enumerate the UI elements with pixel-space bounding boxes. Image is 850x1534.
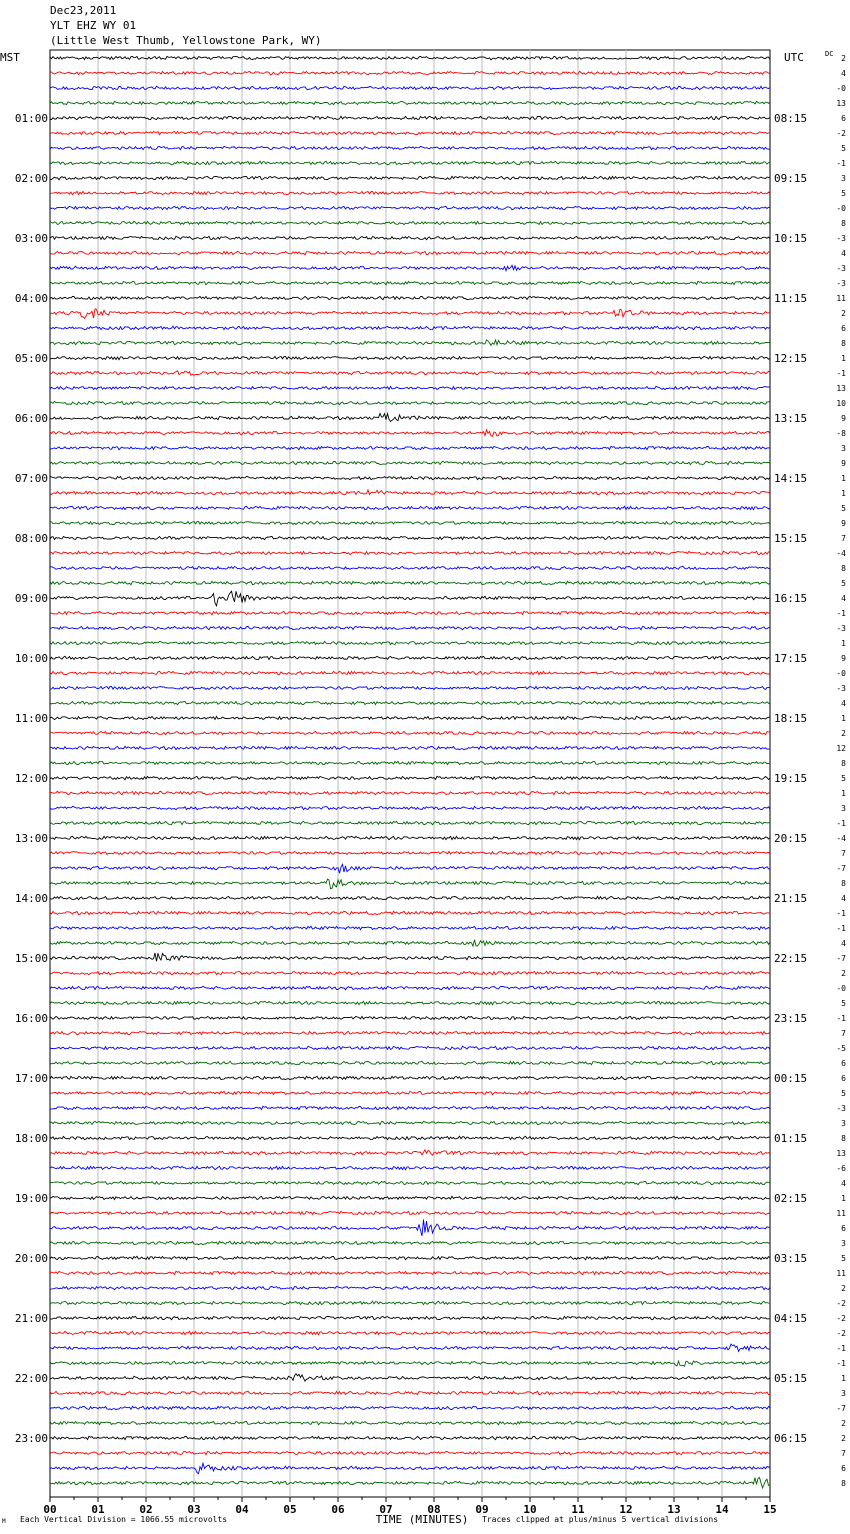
dc-offset-label: -1 <box>836 609 846 618</box>
dc-offset-label: 2 <box>841 1284 846 1293</box>
dc-offset-label: -1 <box>836 1359 846 1368</box>
dc-offset-label: -0 <box>836 984 846 993</box>
dc-offset-label: 3 <box>841 1239 846 1248</box>
dc-offset-label: 3 <box>841 444 846 453</box>
right-hour-label: 18:15 <box>774 712 808 725</box>
seismic-trace <box>50 591 770 606</box>
seismic-trace <box>50 71 770 74</box>
right-hour-label: 20:15 <box>774 832 808 845</box>
right-hour-label: 21:15 <box>774 892 808 905</box>
seismic-trace <box>50 971 770 975</box>
dc-offset-label: 7 <box>841 534 846 543</box>
seismic-trace <box>50 1271 770 1274</box>
dc-offset-label: 6 <box>841 1464 846 1473</box>
dc-offset-label: -8 <box>836 429 846 438</box>
x-tick-label: 10 <box>523 1503 537 1516</box>
left-hour-label: 01:00 <box>14 112 48 125</box>
dc-offset-label: 13 <box>836 384 846 393</box>
dc-offset-label: 10 <box>836 399 846 408</box>
right-hour-label: 13:15 <box>774 412 808 425</box>
dc-offset-label: 6 <box>841 1074 846 1083</box>
seismic-trace <box>50 236 770 239</box>
seismic-trace <box>50 1046 770 1050</box>
x-tick-label: 14 <box>715 1503 729 1516</box>
right-hour-label: 23:15 <box>774 1012 808 1025</box>
seismic-trace <box>50 1421 770 1425</box>
seismic-trace <box>50 506 770 509</box>
left-hour-label: 14:00 <box>14 892 48 905</box>
dc-offset-label: 6 <box>841 324 846 333</box>
seismic-trace <box>50 836 770 839</box>
seismic-trace <box>50 879 770 889</box>
dc-offset-label: -3 <box>836 624 846 633</box>
dc-offset-label: 3 <box>841 1389 846 1398</box>
seismic-trace <box>50 1106 770 1109</box>
x-axis-label: TIME (MINUTES) <box>375 1513 469 1526</box>
seismic-trace <box>50 566 770 569</box>
dc-offset-label: 3 <box>841 174 846 183</box>
scale-note: Each Vertical Division = 1066.55 microvolts <box>20 1515 228 1524</box>
seismic-trace <box>50 1391 770 1394</box>
right-hour-label: 04:15 <box>774 1312 808 1325</box>
seismic-trace <box>50 326 770 330</box>
seismic-trace <box>50 86 770 89</box>
x-tick-label: 02 <box>139 1503 153 1516</box>
seismic-trace <box>50 1076 770 1079</box>
seismic-trace <box>50 864 770 873</box>
dc-offset-label: 5 <box>841 189 846 198</box>
dc-offset-label: 2 <box>841 969 846 978</box>
dc-offset-label: -1 <box>836 819 846 828</box>
seismic-trace <box>50 281 770 285</box>
right-hour-label: 06:15 <box>774 1432 808 1445</box>
left-hour-label: 08:00 <box>14 532 48 545</box>
seismic-trace <box>50 896 770 899</box>
seismic-trace <box>50 581 770 584</box>
seismic-trace <box>50 461 770 464</box>
dc-offset-label: 2 <box>841 309 846 318</box>
right-hour-label: 12:15 <box>774 352 808 365</box>
dc-offset-label: 8 <box>841 1479 846 1488</box>
dc-offset-label: 12 <box>836 744 846 753</box>
seismic-trace <box>50 309 770 319</box>
dc-offset-label: 4 <box>841 249 846 258</box>
seismic-trace <box>50 1361 770 1366</box>
seismic-trace <box>50 265 770 271</box>
seismic-trace <box>50 296 770 299</box>
dc-offset-label: 7 <box>841 849 846 858</box>
dc-offset-label: 13 <box>836 1149 846 1158</box>
left-hour-label: 02:00 <box>14 172 48 185</box>
seismic-trace <box>50 626 770 629</box>
dc-offset-label: 9 <box>841 459 846 468</box>
dc-offset-label: 13 <box>836 99 846 108</box>
dc-offset-label: 1 <box>841 714 846 723</box>
x-tick-label: 08 <box>427 1503 441 1516</box>
x-tick-label: 12 <box>619 1503 633 1516</box>
left-hour-label: 05:00 <box>14 352 48 365</box>
dc-offset-label: 1 <box>841 789 846 798</box>
dc-offset-label: -2 <box>836 1329 846 1338</box>
dc-offset-label: -3 <box>836 264 846 273</box>
dc-offset-label: 4 <box>841 594 846 603</box>
left-hour-label: 11:00 <box>14 712 48 725</box>
dc-offset-label: 9 <box>841 654 846 663</box>
seismic-trace <box>50 1196 770 1199</box>
seismic-trace <box>50 386 770 389</box>
dc-offset-label: 1 <box>841 489 846 498</box>
seismic-trace <box>50 1061 770 1064</box>
left-hour-label: 18:00 <box>14 1132 48 1145</box>
dc-offset-label: 1 <box>841 1374 846 1383</box>
seismic-trace <box>50 731 770 734</box>
x-tick-label: 04 <box>235 1503 249 1516</box>
dc-offset-label: 5 <box>841 579 846 588</box>
dc-offset-label: -2 <box>836 129 846 138</box>
left-hour-label: 10:00 <box>14 652 48 665</box>
x-tick-label: 09 <box>475 1503 489 1516</box>
dc-offset-label: 8 <box>841 1134 846 1143</box>
dc-offset-label: -6 <box>836 1164 846 1173</box>
seismic-trace <box>50 656 770 660</box>
left-hour-label: 13:00 <box>14 832 48 845</box>
seismic-trace <box>50 176 770 179</box>
left-hour-label: 21:00 <box>14 1312 48 1325</box>
dc-offset-label: -0 <box>836 204 846 213</box>
seismic-trace <box>50 611 770 615</box>
right-hour-label: 15:15 <box>774 532 808 545</box>
seismic-trace <box>50 1220 770 1236</box>
dc-offset-label: 1 <box>841 354 846 363</box>
x-tick-label: 06 <box>331 1503 345 1516</box>
left-hour-label: 09:00 <box>14 592 48 605</box>
seismic-trace <box>50 1181 770 1184</box>
dc-offset-label: 6 <box>841 114 846 123</box>
seismic-trace <box>50 551 770 554</box>
dc-offset-label: 5 <box>841 999 846 1008</box>
header-station: YLT EHZ WY 01 <box>50 19 137 32</box>
dc-offset-label: 3 <box>841 1119 846 1128</box>
dc-offset-label: -1 <box>836 909 846 918</box>
seismic-trace <box>50 221 770 224</box>
seismic-trace <box>50 191 770 194</box>
seismic-trace <box>50 911 770 914</box>
dc-offset-label: 2 <box>841 1434 846 1443</box>
header-location: (Little West Thumb, Yellowstone Park, WY) <box>50 34 322 47</box>
x-tick-label: 07 <box>379 1503 393 1516</box>
right-hour-label: 00:15 <box>774 1072 808 1085</box>
seismic-trace <box>50 940 770 946</box>
dc-offset-label: 4 <box>841 894 846 903</box>
seismic-trace <box>50 401 770 404</box>
right-hour-label: 01:15 <box>774 1132 808 1145</box>
left-hour-label: 06:00 <box>14 412 48 425</box>
seismic-trace <box>50 851 770 854</box>
seismic-trace <box>50 490 770 495</box>
grid-layer <box>50 50 770 1502</box>
right-hour-label: 08:15 <box>774 112 808 125</box>
seismic-trace <box>50 116 770 119</box>
dc-offset-label: -1 <box>836 369 846 378</box>
seismic-trace <box>50 146 770 149</box>
seismic-trace <box>50 206 770 209</box>
dc-offset-label: 2 <box>841 54 846 63</box>
seismic-trace <box>50 791 770 794</box>
seismic-trace <box>50 701 770 704</box>
x-tick-label: 01 <box>91 1503 105 1516</box>
dc-offset-label: 8 <box>841 759 846 768</box>
seismic-trace <box>50 1136 770 1140</box>
seismic-trace <box>50 131 770 134</box>
right-hour-label: 14:15 <box>774 472 808 485</box>
dc-offset-label: 6 <box>841 1224 846 1233</box>
left-hour-label: 15:00 <box>14 952 48 965</box>
seismic-trace <box>50 746 770 749</box>
seismic-trace <box>50 56 770 60</box>
x-tick-label: 13 <box>667 1503 681 1516</box>
left-hour-label: 07:00 <box>14 472 48 485</box>
seismic-trace <box>50 340 770 345</box>
right-hour-label: 19:15 <box>774 772 808 785</box>
dc-offset-label: -3 <box>836 234 846 243</box>
seismic-trace <box>50 776 770 780</box>
seismic-trace <box>50 1001 770 1004</box>
dc-offset-label: -0 <box>836 669 846 678</box>
seismic-trace <box>50 430 770 437</box>
right-hour-label: 09:15 <box>774 172 808 185</box>
dc-offset-label: -7 <box>836 1404 846 1413</box>
dc-offset-label: 5 <box>841 1089 846 1098</box>
dc-offset-label: 4 <box>841 1179 846 1188</box>
seismic-trace <box>50 686 770 689</box>
dc-offset-label: 7 <box>841 1029 846 1038</box>
seismic-trace <box>50 1451 770 1454</box>
seismic-trace <box>50 716 770 719</box>
left-hour-label: 12:00 <box>14 772 48 785</box>
dc-offset-label: -2 <box>836 1299 846 1308</box>
dc-offset-label: 5 <box>841 504 846 513</box>
dc-offset-label: 8 <box>841 564 846 573</box>
dc-offset-label: 4 <box>841 699 846 708</box>
seismic-trace <box>50 1286 770 1289</box>
seismic-trace <box>50 371 770 376</box>
seismic-trace <box>50 101 770 104</box>
dc-offset-label: 4 <box>841 939 846 948</box>
seismic-trace <box>50 1031 770 1034</box>
seismic-trace <box>50 356 770 359</box>
seismic-trace <box>50 1331 770 1334</box>
left-hour-label: 20:00 <box>14 1252 48 1265</box>
header-date: Dec23,2011 <box>50 4 117 17</box>
dc-offset-label: -3 <box>836 1104 846 1113</box>
right-hour-label: 02:15 <box>774 1192 808 1205</box>
left-timezone-label: MST <box>0 51 20 64</box>
seismic-trace <box>50 806 770 810</box>
left-hour-label: 22:00 <box>14 1372 48 1385</box>
dc-offset-label: 1 <box>841 474 846 483</box>
dc-offset-label: -0 <box>836 84 846 93</box>
dc-offset-label: -2 <box>836 1314 846 1323</box>
x-tick-label: 03 <box>187 1503 201 1516</box>
dc-offset-label: -7 <box>836 864 846 873</box>
seismic-trace <box>50 476 770 479</box>
seismic-trace <box>50 1121 770 1124</box>
clip-note: Traces clipped at plus/minus 5 vertical divisions <box>482 1515 719 1524</box>
seismic-trace <box>50 1406 770 1409</box>
seismic-trace <box>50 1256 770 1260</box>
seismic-trace <box>50 521 770 524</box>
seismic-trace <box>50 1091 770 1095</box>
right-hour-label: 05:15 <box>774 1372 808 1385</box>
dc-offset-label: 1 <box>841 639 846 648</box>
dc-offset-label: 6 <box>841 1059 846 1068</box>
dc-header: DC <box>825 50 834 58</box>
seismic-trace <box>50 986 770 989</box>
seismic-trace <box>50 1463 770 1473</box>
seismic-trace <box>50 251 770 254</box>
seismic-trace <box>50 1374 770 1381</box>
left-hour-label: 16:00 <box>14 1012 48 1025</box>
left-hour-label: 17:00 <box>14 1072 48 1085</box>
seismic-trace <box>50 926 770 930</box>
right-hour-label: 17:15 <box>774 652 808 665</box>
seismic-trace <box>50 1344 770 1351</box>
dc-offset-label: -5 <box>836 1044 846 1053</box>
dc-offset-label: 1 <box>841 1194 846 1203</box>
dc-offset-label: -1 <box>836 924 846 933</box>
right-hour-label: 10:15 <box>774 232 808 245</box>
trace-layer <box>50 56 770 1488</box>
dc-offset-label: -4 <box>836 549 846 558</box>
seismic-trace <box>50 161 770 165</box>
dc-offset-label: 4 <box>841 69 846 78</box>
seismic-trace <box>50 414 770 422</box>
dc-offset-label: 11 <box>836 1209 846 1218</box>
dc-offset-label: -1 <box>836 159 846 168</box>
seismic-trace <box>50 446 770 450</box>
left-hour-label: 04:00 <box>14 292 48 305</box>
seismic-trace <box>50 1166 770 1169</box>
dc-offset-label: 9 <box>841 414 846 423</box>
right-timezone-label: UTC <box>784 51 804 64</box>
left-hour-label: 19:00 <box>14 1192 48 1205</box>
left-hour-label: 23:00 <box>14 1432 48 1445</box>
dc-offset-label: 2 <box>841 729 846 738</box>
dc-offset-label: 8 <box>841 879 846 888</box>
dc-offset-label: -1 <box>836 1344 846 1353</box>
left-hour-label: 03:00 <box>14 232 48 245</box>
dc-offset-label: 3 <box>841 804 846 813</box>
seismic-trace <box>50 821 770 824</box>
seismic-trace <box>50 536 770 539</box>
right-hour-label: 22:15 <box>774 952 808 965</box>
seismic-trace <box>50 1241 770 1244</box>
x-tick-label: 05 <box>283 1503 297 1516</box>
seismic-trace <box>50 1316 770 1319</box>
right-hour-label: 03:15 <box>774 1252 808 1265</box>
dc-offset-label: 5 <box>841 144 846 153</box>
dc-offset-label: 5 <box>841 774 846 783</box>
x-tick-label: 15 <box>763 1503 777 1516</box>
dc-offset-label: 11 <box>836 294 846 303</box>
dc-offset-label: -3 <box>836 684 846 693</box>
seismic-trace <box>50 761 770 764</box>
dc-offset-label: 8 <box>841 339 846 348</box>
seismic-trace <box>50 1016 770 1019</box>
x-tick-label: 00 <box>43 1503 57 1516</box>
seismic-trace <box>50 671 770 674</box>
seismic-trace <box>50 1150 770 1155</box>
dc-offset-label: -1 <box>836 1014 846 1023</box>
right-hour-label: 16:15 <box>774 592 808 605</box>
corner-mark: M <box>2 1518 6 1525</box>
seismic-trace <box>50 1211 770 1215</box>
dc-offset-label: 9 <box>841 519 846 528</box>
dc-offset-label: 2 <box>841 1419 846 1428</box>
dc-offset-label: 7 <box>841 1449 846 1458</box>
seismic-trace <box>50 1436 770 1439</box>
dc-offset-label: -3 <box>836 279 846 288</box>
dc-offset-label: 11 <box>836 1269 846 1278</box>
dc-offset-label: -7 <box>836 954 846 963</box>
dc-offset-label: 5 <box>841 1254 846 1263</box>
dc-offset-label: -4 <box>836 834 846 843</box>
seismic-trace <box>50 1478 770 1488</box>
seismic-trace <box>50 1301 770 1305</box>
x-tick-label: 11 <box>571 1503 585 1516</box>
seismic-trace <box>50 953 770 961</box>
right-hour-label: 11:15 <box>774 292 808 305</box>
dc-offset-label: 8 <box>841 219 846 228</box>
seismic-trace <box>50 641 770 645</box>
